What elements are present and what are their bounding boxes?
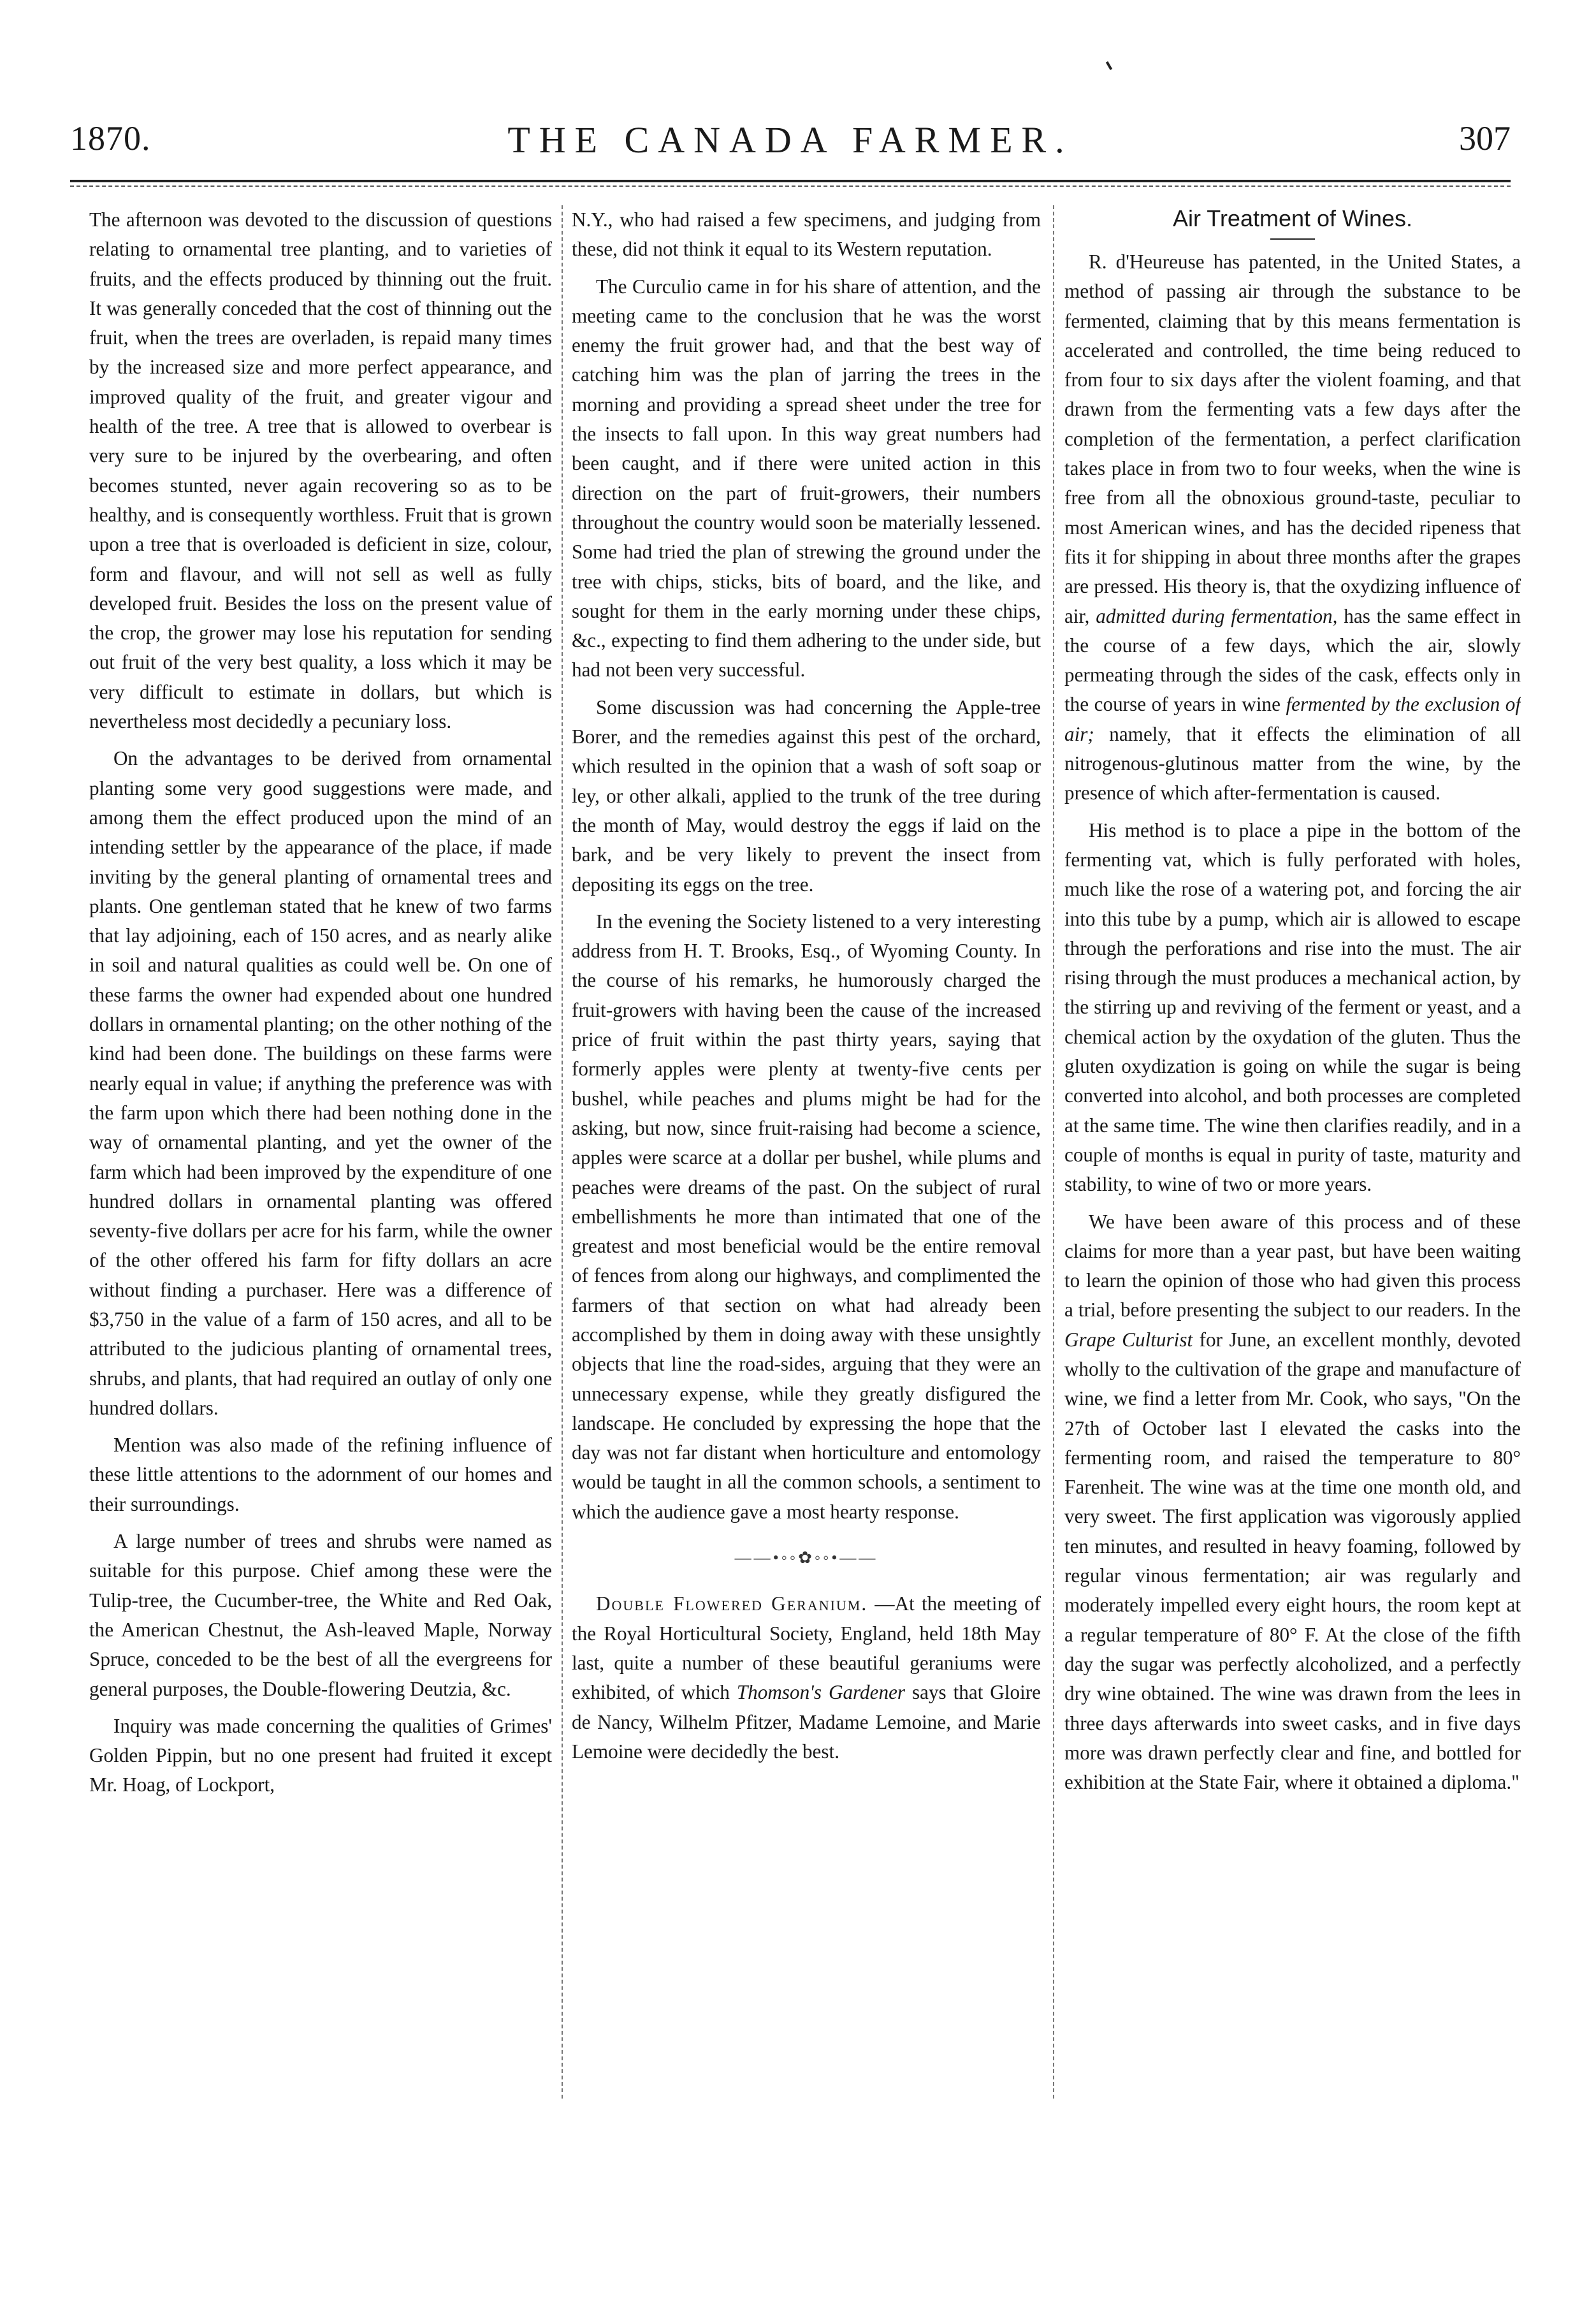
paragraph-curculio: The Curculio came in for his share of attention, and the meeting came to the conclusion that he was the worst enemy the fruit grower had, and that the best way of catching him was the plan of jarring the trees in the morning and providing a spread sheet under the tree for the insects to fall upon. In this way great numbers had been caught, and if there were united action in this direction on the part of fruit-growers, their numbers throughout the country would soon be materially lessened. Some had tried the plan of strewing the ground under the tree with chips, sticks, bits of board, and the like, and sought for them in the early morning under these chips, &c., expecting to find them adhering to the under side, but had not been very successful. <box>572 275 1041 681</box>
cook-text-a: We have been aware of this process and of these claims for more than a year past, but have been waiting to learn the opinion of those who had given this process a trial, before presenting the subject to our readers. In the <box>1064 1210 1521 1321</box>
paragraph-thinning-fruit: The afternoon was devoted to the discussion of questions relating to ornamental tree planting, and to varieties of fruits, and the effects produced by thinning out the fruit. It was generally conceded that the cost of thinning out the fruit, when the trees are overladen, is repaid many times by the increased size and more perfect appearance, and improved quality of the fruit, and greater vigour and health of the tree. A tree that is allowed to overbear is very sure to be injured by the overbearing, and often becomes stunted, never again recovering so as to be healthy, and is consequently worthless. Fruit that is grown upon a tree that is overloaded is deficient in size, colour, form and flavour, and will not sell as well as fully developed fruit. Besides the loss on the present value of the crop, the grower may lose his reputation for sending out fruit of the very best quality, a loss which it may be very difficult to estimate in dollars, but which is nevertheless most decidedly a pecuniary loss. <box>89 208 552 733</box>
patent-italic-1: admitted during fermentation, <box>1096 604 1338 627</box>
issue-year: 1870. <box>70 119 151 157</box>
paragraph-ornamental-planting: On the advantages to be derived from ornamental planting some very good suggestions were made, and among them the effect produced upon the mind of an intending settler by the appearance of the place, if made inviting by the general planting of ornamental trees and plants. One gentleman stated that he knew of two farms that lay adjoining, each of 150 acres, and as nearly alike in soil and natural qualities as could well be. On one of these farms the owner had expended about one hundred dollars in ornamental planting; on the other nothing of the kind had been done. The buildings on these farms were nearly equal in value; if anything the preference was with the farm upon which there had been nothing done in the way of ornamental planting, and yet the owner of the farm which had been improved by the expenditure of one hundred dollars in ornamental planting was offered seventy-five dollars per acre for his farm, while the owner of the other offered his farm for fifty dollars an acre without finding a purchaser. Here was a difference of $3,750 in the value of a farm of 150 acres, and all to be attributed to the judicious planting of ornamental trees, shrubs, and plants, that had required an outlay of only one hundred dollars. <box>89 747 552 1419</box>
column-divider-2 <box>1053 205 1054 2099</box>
print-mark <box>1106 61 1112 70</box>
publication-title: THE CANADA FARMER. <box>507 119 1073 161</box>
patent-text-b: has the same effect in the course of a few days, which the air, slowly permeating through the sides of the cask, effects only in the course of years in wine <box>1064 604 1521 716</box>
column-divider-1 <box>562 205 563 2099</box>
geranium-text-a: —At the meeting of the Royal Horticultural Society, England, held 18th May last, quite a number of these beautiful geraniums were exhibited, of which <box>572 1592 1041 1704</box>
heading-rule <box>1270 238 1315 240</box>
geranium-lead: Double Flowered Geranium. <box>596 1592 868 1615</box>
column-3 <box>1064 205 1521 2118</box>
paragraph-apple-tree-borer: Some discussion was had concerning the Apple-tree Borer, and the remedies against this pest of the orchard, which resulted in the opinion that a wash of soft soap or ley, or other alkali, applied to the trunk of the tree during the month of May, would destroy the eggs if laid on the bark, and be very likely to prevent the insect from depositing its eggs on the tree. <box>572 695 1041 896</box>
paragraph-golden-pippin: Inquiry was made concerning the qualities of Grimes' Golden Pippin, but no one present had fruited it except Mr. Hoag, of Lockport, <box>89 1714 552 1796</box>
paragraph-western-reputation: N.Y., who had raised a few specimens, and judging from these, did not think it equal to its Western reputation. <box>572 208 1041 261</box>
header-rule <box>70 180 1511 182</box>
page-number: 307 <box>1459 119 1511 157</box>
patent-text-c: namely, that it effects the elimination of all nitrogenous-glutinous matter from the wine, by the presence of which after-fermentation is caused. <box>1064 722 1521 804</box>
cook-text-b: for June, an excellent monthly, devoted wholly to the cultivation of the grape and manufacture of wine, we find a letter from Mr. Cook, who says, "On the 27th of October last I elevated the casks into the fermenting room, and raised the temperature to 80° Farenheit. The wine was at the time one month old, and very sweet. The first application was vigorously applied ten minutes, and resulted in heavy foaming, followed by regular vinous fermentation; air was regularly and moderately impelled every eight hours, the room kept at a regular temperature of 80° F. At the close of the fifth day the sugar was perfectly alcoholized, and a perfectly dry wine obtained. The wine was drawn from the lees in three days afterwards into sweet casks, and in five days more was drawn perfectly clear and fine, and bottled for exhibition at the State Fair, where it obtained a diploma." <box>1064 1328 1521 1794</box>
paragraph-refining-influence: Mention was also made of the refining influence of these little attentions to the adornment of our homes and their surroundings. <box>89 1434 552 1515</box>
paragraph-cook-letter <box>1064 1207 1521 1798</box>
paragraph-trees-and-shrubs: A large number of trees and shrubs were named as suitable for this purpose. Chief among these were the Tulip-tree, the Cucumber-tree, the White and Red Oak, the American Chestnut, the Ash-leaved Maple, Norway Spruce, conceded to be the best of all the evergreens for general purposes, the Double-flowering Deutzia, &c. <box>89 1530 552 1700</box>
geranium-source: Thomson's Gardener <box>736 1681 906 1704</box>
column-2 <box>572 205 1041 2118</box>
masthead <box>70 119 1511 176</box>
paragraph-double-geranium <box>572 1589 1041 1766</box>
patent-text-a: R. d'Heureuse has patented, in the United States, a method of passing air through the substance to be fermented, claiming that by this means fermentation is accelerated and controlled, the time being reduced to from four to six days after the violent foaming, and that drawn from the fermenting vats a few days after the completion of the fermentation, a perfect clarification takes place in from two to four weeks, when the wine is free from all the obnoxious ground-taste, peculiar to most American wines, and has the decided ripeness that fits it for shipping in about three months after the grapes are pressed. His theory is, that the oxydizing influence of air, <box>1064 251 1521 627</box>
header-rule-dashed <box>70 186 1511 187</box>
paragraph-method: His method is to place a pipe in the bottom of the fermenting vat, which is fully perforated with holes, much like the rose of a watering pot, and forcing the air into this tube by a pump, which air is allowed to escape through the perforations and rise into the must. The air rising through the must produces a mechanical action, by the stirring up and reviving of the ferment or yeast, and a chemical action by the oxydation of the gluten. Thus the gluten oxydization is going on while the sugar is being converted into alcohol, and both processes are completed at the same time. The wine then clarifies readily, and in a couple of months is equal in purity of taste, maturity and stability, to wine of two or more years. <box>1064 819 1521 1196</box>
patent-italic-2: fermented by the exclusion of air; <box>1064 693 1521 745</box>
column-1 <box>89 205 552 2118</box>
grape-culturist-title: Grape Culturist <box>1064 1328 1193 1351</box>
paragraph-evening-address: In the evening the Society listened to a very interesting address from H. T. Brooks, Esq., of Wyoming County. In the course of his remarks, he humorously charged the fruit-growers with having been the cause of the increased price of fruit within the past thirty years, saying that formerly apples were plenty at twenty-five cents per bushel, while peaches and plums might be had for the asking, but now, since fruit-raising had become a science, apples were scarce at a dollar per bushel, while plums and peaches were dreams of the past. On the subject of rural embellishments he more than intimated that one of the greatest and most beneficial would be the entire removal of fences from along our highways, and complimented the farmers of that section on what had already been accomplished by them in doing away with these unsightly objects that line the road-sides, arguing that they were an unnecessary expense, while they greatly disfigured the landscape. He concluded by expressing the hope that the day was not far distant when horticulture and entomology would be taught in all the common schools, a sentiment to which the audience gave a most hearty response. <box>572 910 1041 1523</box>
geranium-text-b: says that Gloire de Nancy, Wilhelm Pfitzer, Madame Lemoine, and Marie Lemoine were decidedly the best. <box>572 1681 1041 1763</box>
section-ornament: ——•◦◦✿◦◦•—— <box>734 1548 878 1568</box>
article-heading: Air Treatment of Wines. <box>1172 205 1413 231</box>
paragraph-patent <box>1064 247 1521 808</box>
